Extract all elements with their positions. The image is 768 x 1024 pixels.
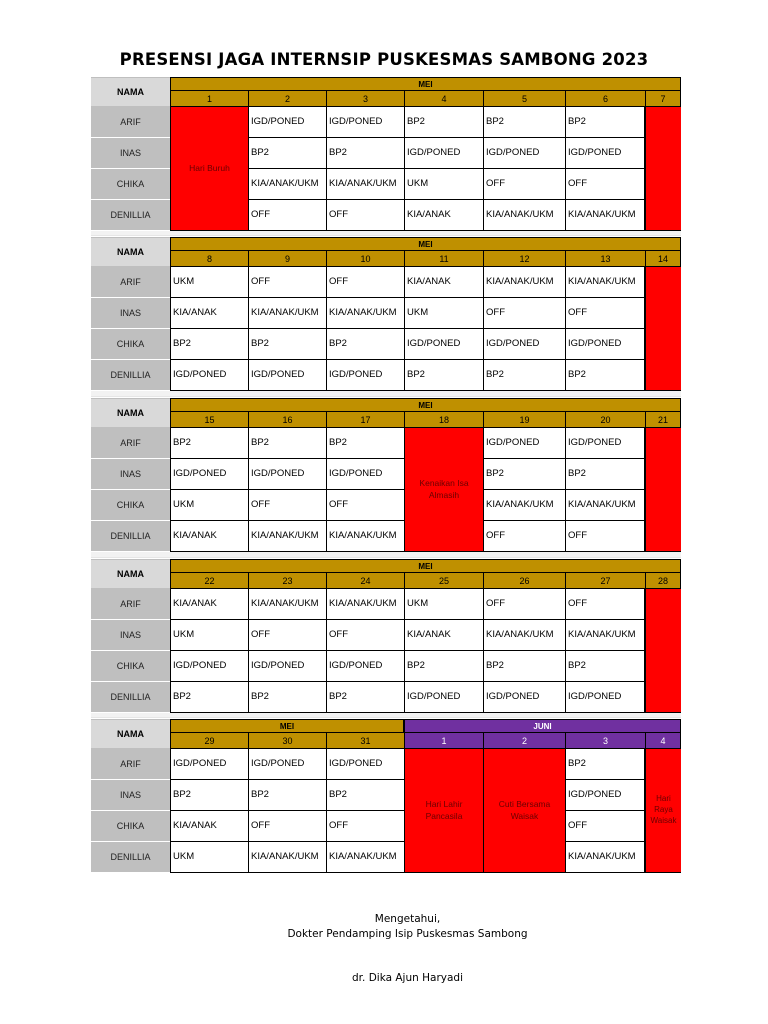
holiday-block [645,267,681,391]
shift-cell: UKM [404,298,483,329]
holiday-block: Hari Raya Waisak [645,749,681,873]
shift-cell: OFF [248,200,326,231]
name-cell: DENILLIA [91,360,170,391]
shift-cell: BP2 [483,459,565,490]
day-header: 2 [248,90,326,107]
shift-cell: BP2 [326,780,404,811]
shift-cell: KIA/ANAK/UKM [565,267,645,298]
month-header: MEI [170,719,404,732]
footer-acknowledged: Mengetahui, [374,913,441,925]
shift-cell: OFF [483,521,565,552]
shift-cell: BP2 [248,682,326,713]
shift-cell: OFF [248,811,326,842]
day-header: 26 [483,572,565,589]
day-header: 7 [645,90,681,107]
day-header: 16 [248,411,326,428]
name-cell: DENILLIA [91,521,170,552]
shift-cell: BP2 [170,682,248,713]
shift-cell: BP2 [170,428,248,459]
shift-cell: OFF [565,521,645,552]
day-header: 9 [248,250,326,267]
shift-cell: UKM [170,842,248,873]
shift-cell: OFF [248,490,326,521]
shift-cell: OFF [326,200,404,231]
shift-cell: UKM [404,589,483,620]
day-header: 1 [170,90,248,107]
holiday-block [645,428,681,552]
name-cell: INAS [91,620,170,651]
day-header: 23 [248,572,326,589]
shift-cell: IGD/PONED [326,651,404,682]
month-header: JUNI [404,719,681,732]
shift-cell: KIA/ANAK/UKM [483,490,565,521]
day-header: 13 [565,250,645,267]
shift-cell: OFF [565,811,645,842]
day-header: 18 [404,411,483,428]
name-cell: DENILLIA [91,682,170,713]
shift-cell: KIA/ANAK/UKM [326,589,404,620]
shift-cell: IGD/PONED [326,749,404,780]
shift-cell: KIA/ANAK/UKM [248,298,326,329]
name-cell: ARIF [91,589,170,620]
day-header: 21 [645,411,681,428]
shift-cell: BP2 [248,138,326,169]
name-cell: ARIF [91,107,170,138]
shift-cell: BP2 [565,107,645,138]
shift-cell: KIA/ANAK/UKM [565,490,645,521]
shift-cell: IGD/PONED [248,651,326,682]
day-header: 2 [483,732,565,749]
day-header: 11 [404,250,483,267]
week-table [91,719,681,873]
shift-cell: KIA/ANAK [404,620,483,651]
name-cell: ARIF [91,749,170,780]
shift-cell: BP2 [326,329,404,360]
day-header: 24 [326,572,404,589]
shift-cell: KIA/ANAK/UKM [483,620,565,651]
shift-cell: IGD/PONED [565,329,645,360]
shift-cell: KIA/ANAK [170,589,248,620]
shift-cell: KIA/ANAK/UKM [565,200,645,231]
shift-cell: OFF [483,298,565,329]
shift-cell: OFF [565,298,645,329]
holiday-block: Hari Buruh [170,107,248,231]
shift-cell: BP2 [483,651,565,682]
shift-cell: BP2 [326,138,404,169]
day-header: 15 [170,411,248,428]
day-header: 6 [565,90,645,107]
shift-cell: IGD/PONED [483,682,565,713]
month-header: MEI [170,559,681,572]
name-cell: DENILLIA [91,200,170,231]
shift-cell: OFF [326,490,404,521]
shift-cell: KIA/ANAK/UKM [248,169,326,200]
name-cell: INAS [91,459,170,490]
shift-cell: KIA/ANAK [170,298,248,329]
shift-cell: OFF [483,589,565,620]
shift-cell: BP2 [170,780,248,811]
month-header: MEI [170,77,681,90]
day-header: 3 [565,732,645,749]
shift-cell: IGD/PONED [565,138,645,169]
shift-cell: KIA/ANAK/UKM [326,842,404,873]
week-table [91,559,681,713]
shift-cell: UKM [404,169,483,200]
shift-cell: IGD/PONED [483,329,565,360]
shift-cell: IGD/PONED [565,682,645,713]
shift-cell: IGD/PONED [248,749,326,780]
shift-cell: BP2 [248,428,326,459]
day-header: 27 [565,572,645,589]
shift-cell: KIA/ANAK/UKM [483,200,565,231]
shift-cell: IGD/PONED [565,780,645,811]
shift-cell: UKM [170,490,248,521]
shift-cell: OFF [248,620,326,651]
table-separator [91,551,681,558]
shift-cell: OFF [565,169,645,200]
day-header: 1 [404,732,483,749]
week-table [91,398,681,552]
week-table [91,77,681,231]
shift-cell: KIA/ANAK/UKM [326,169,404,200]
footer-signatory: dr. Dika Ajun Haryadi [352,972,463,984]
shift-cell: IGD/PONED [248,107,326,138]
name-cell: INAS [91,298,170,329]
shift-cell: KIA/ANAK/UKM [565,620,645,651]
day-header: 5 [483,90,565,107]
day-header: 8 [170,250,248,267]
footer-role: Dokter Pendamping Isip Puskesmas Sambong [287,928,528,940]
shift-cell: IGD/PONED [404,138,483,169]
nama-header: NAMA [91,77,170,107]
shift-cell: BP2 [248,780,326,811]
day-header: 4 [645,732,681,749]
holiday-block [645,589,681,713]
shift-cell: IGD/PONED [483,428,565,459]
day-header: 25 [404,572,483,589]
nama-header: NAMA [91,559,170,589]
shift-cell: BP2 [404,360,483,391]
day-header: 3 [326,90,404,107]
name-cell: INAS [91,780,170,811]
shift-cell: KIA/ANAK/UKM [326,521,404,552]
day-header: 22 [170,572,248,589]
day-header: 28 [645,572,681,589]
shift-cell: IGD/PONED [170,360,248,391]
month-header: MEI [170,398,681,411]
shift-cell: KIA/ANAK [404,200,483,231]
name-cell: CHIKA [91,811,170,842]
name-cell: INAS [91,138,170,169]
shift-cell: BP2 [483,360,565,391]
shift-cell: IGD/PONED [170,459,248,490]
name-cell: DENILLIA [91,842,170,873]
shift-cell: KIA/ANAK/UKM [248,521,326,552]
shift-cell: KIA/ANAK [170,811,248,842]
name-cell: ARIF [91,428,170,459]
day-header: 12 [483,250,565,267]
holiday-block: Kenaikan Isa Almasih [404,428,483,552]
shift-cell: IGD/PONED [404,682,483,713]
shift-cell: BP2 [565,360,645,391]
shift-cell: BP2 [565,651,645,682]
name-cell: CHIKA [91,329,170,360]
day-header: 20 [565,411,645,428]
shift-cell: OFF [326,267,404,298]
day-header: 29 [170,732,248,749]
day-header: 14 [645,250,681,267]
shift-cell: BP2 [565,749,645,780]
nama-header: NAMA [91,398,170,428]
shift-cell: BP2 [170,329,248,360]
name-cell: CHIKA [91,651,170,682]
day-header: 17 [326,411,404,428]
week-table [91,237,681,391]
shift-cell: OFF [326,811,404,842]
shift-cell: KIA/ANAK/UKM [483,267,565,298]
day-header: 10 [326,250,404,267]
shift-cell: KIA/ANAK/UKM [248,842,326,873]
shift-cell: UKM [170,267,248,298]
shift-cell: IGD/PONED [170,749,248,780]
holiday-block: Hari Lahir Pancasila [404,749,483,873]
shift-cell: UKM [170,620,248,651]
shift-cell: KIA/ANAK/UKM [565,842,645,873]
shift-cell: BP2 [326,428,404,459]
shift-cell: IGD/PONED [483,138,565,169]
shift-cell: KIA/ANAK/UKM [248,589,326,620]
day-header: 30 [248,732,326,749]
holiday-block [645,107,681,231]
shift-cell: OFF [565,589,645,620]
day-header: 31 [326,732,404,749]
shift-cell: IGD/PONED [404,329,483,360]
shift-cell: IGD/PONED [326,107,404,138]
shift-cell: OFF [483,169,565,200]
name-cell: CHIKA [91,169,170,200]
page-title: PRESENSI JAGA INTERNSIP PUSKESMAS SAMBONG 2023 [119,50,649,69]
shift-cell: BP2 [483,107,565,138]
name-cell: CHIKA [91,490,170,521]
shift-cell: IGD/PONED [248,360,326,391]
shift-cell: IGD/PONED [565,428,645,459]
shift-cell: BP2 [248,329,326,360]
name-cell: ARIF [91,267,170,298]
shift-cell: KIA/ANAK [404,267,483,298]
holiday-block: Cuti Bersama Waisak [483,749,565,873]
shift-cell: BP2 [404,651,483,682]
shift-cell: KIA/ANAK/UKM [326,298,404,329]
shift-cell: IGD/PONED [326,360,404,391]
shift-cell: KIA/ANAK [170,521,248,552]
day-header: 19 [483,411,565,428]
shift-cell: BP2 [404,107,483,138]
shift-cell: BP2 [565,459,645,490]
nama-header: NAMA [91,237,170,267]
table-separator [91,390,681,397]
shift-cell: IGD/PONED [326,459,404,490]
nama-header: NAMA [91,719,170,749]
shift-cell: OFF [326,620,404,651]
shift-cell: IGD/PONED [248,459,326,490]
shift-cell: IGD/PONED [170,651,248,682]
month-header: MEI [170,237,681,250]
day-header: 4 [404,90,483,107]
shift-cell: BP2 [326,682,404,713]
shift-cell: OFF [248,267,326,298]
